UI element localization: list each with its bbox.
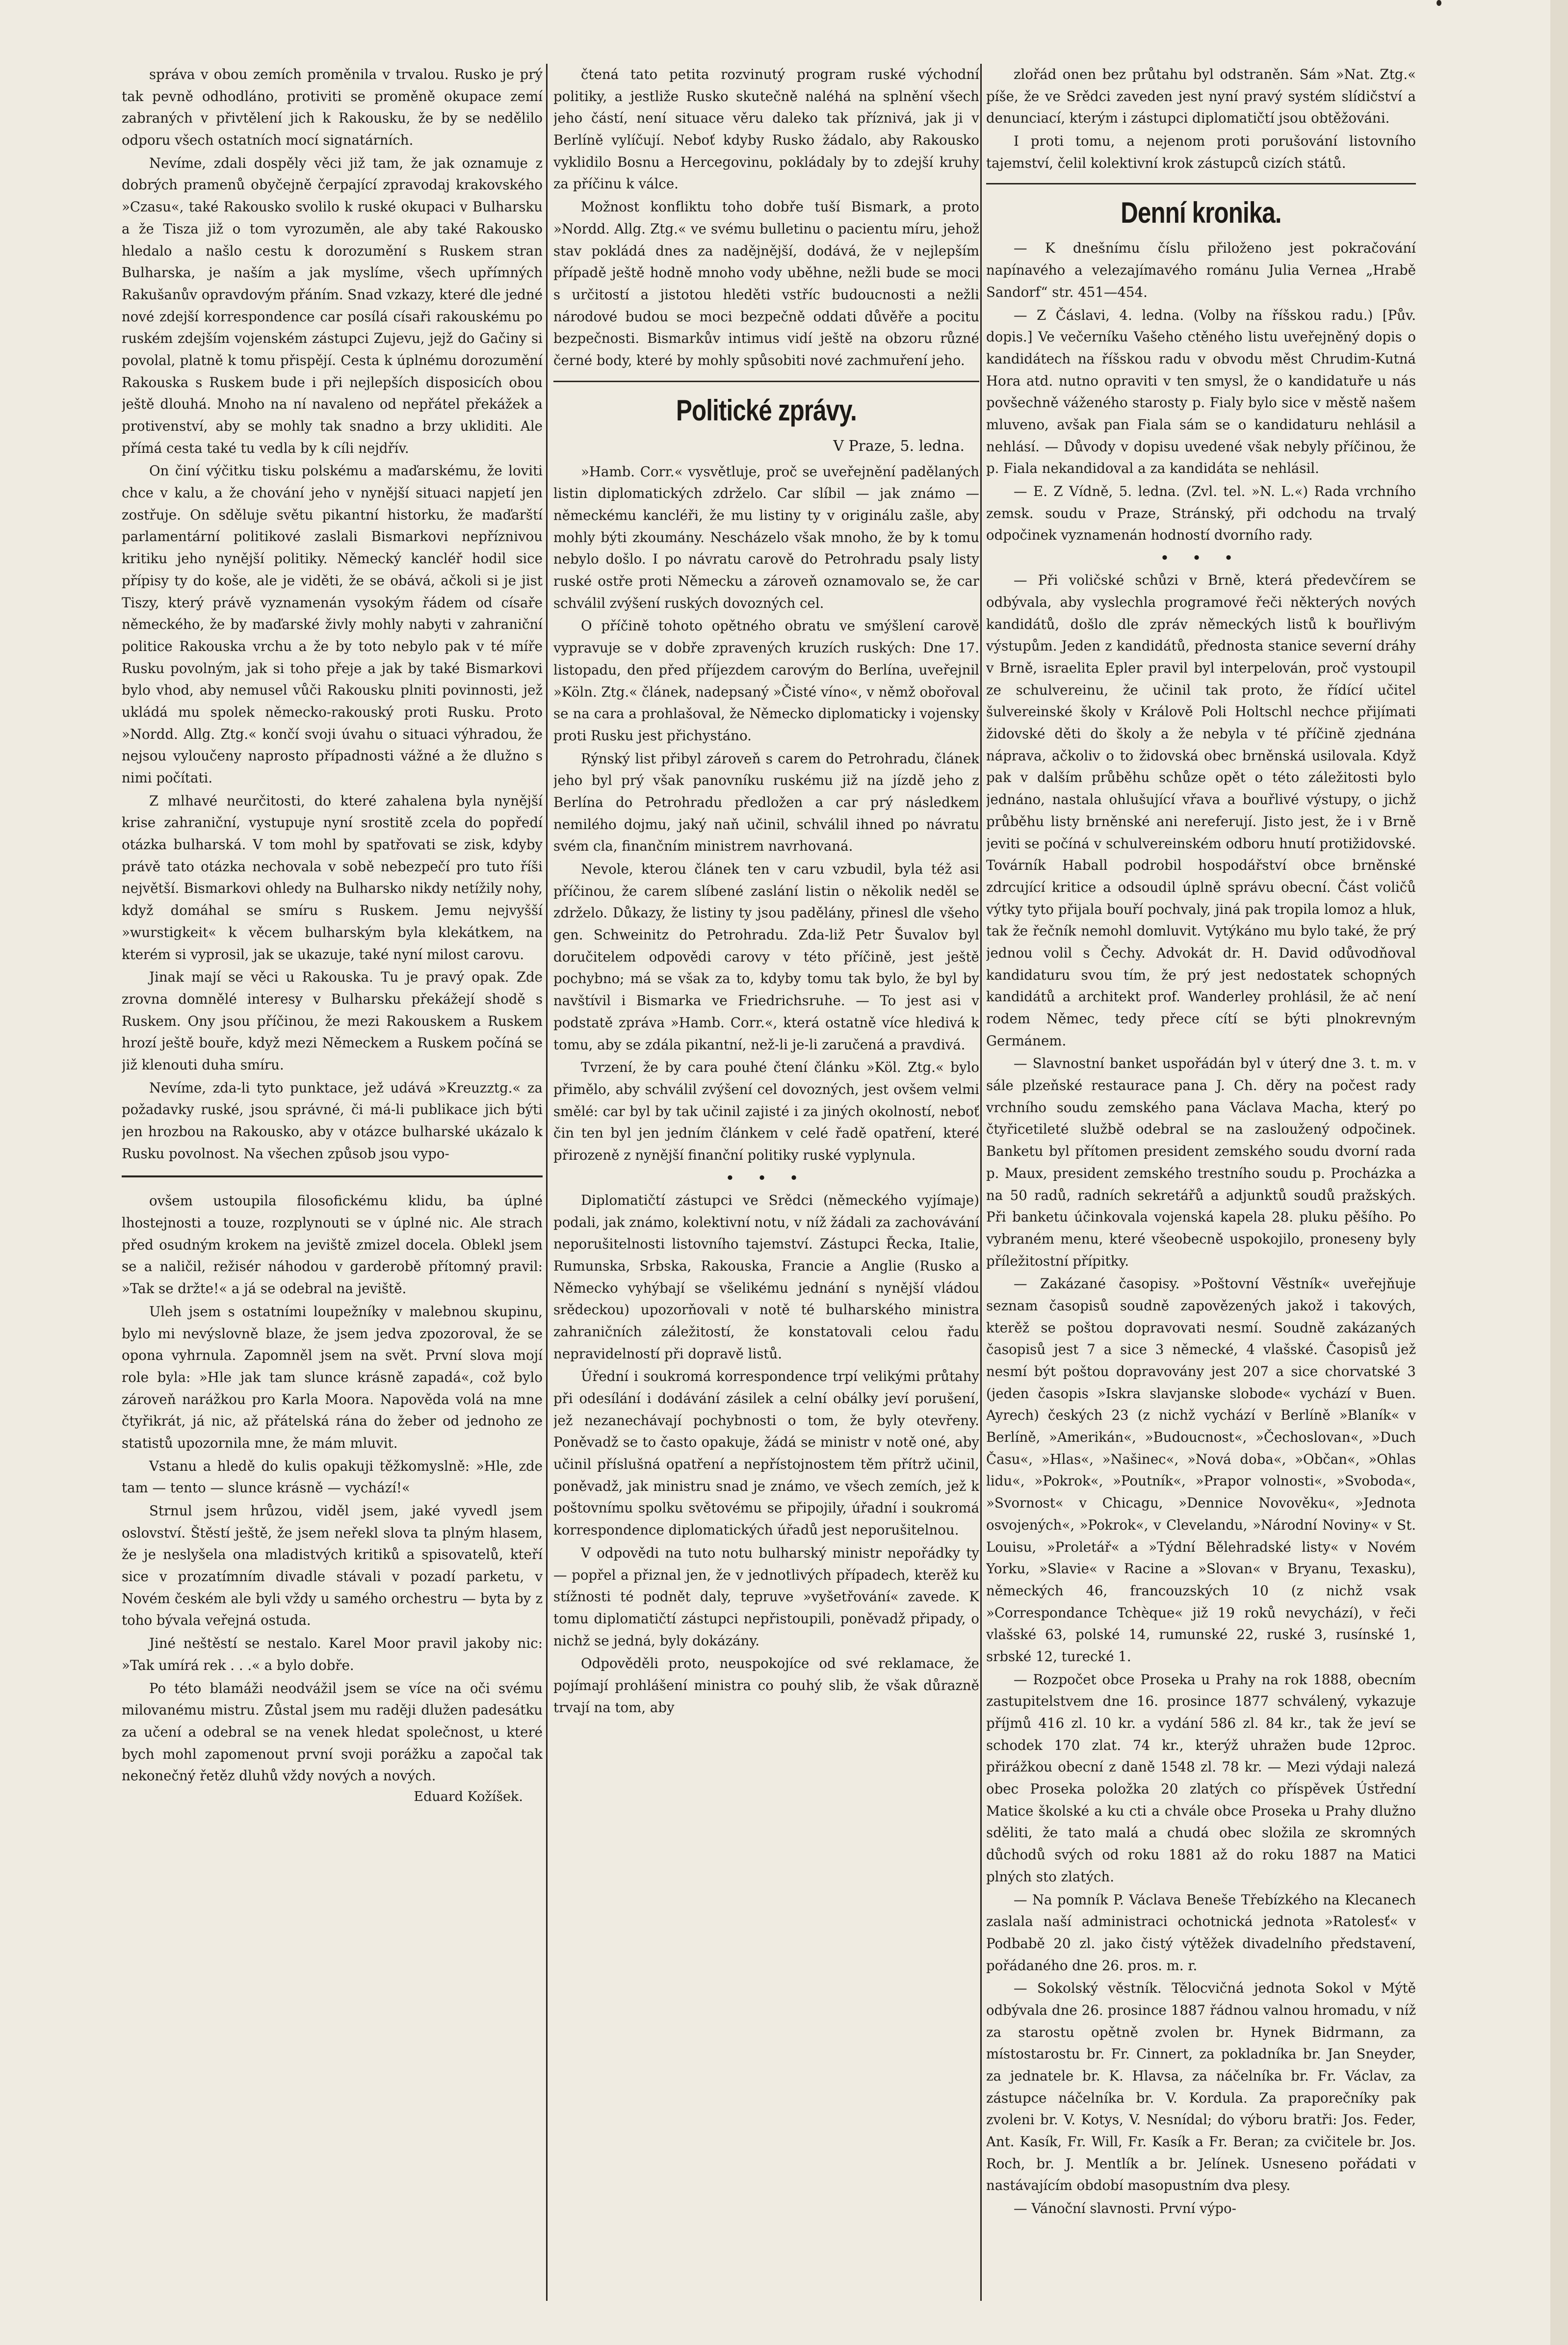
chronicle-item: — E. Z Vídně, 5. ledna. (Zvl. tel. »N. L.«) Rada vrchního zemsk. soudu v Praze, Stránský, při odchodu na trvalý odpočinek vyznamenán hodností dvorního rady.	[986, 483, 1416, 544]
feuilleton-paragraph: Uleh jsem s ostatními loupežníky v malebnou skupinu, bylo mi nevýslovně blaze, že jsem jedva zpozoroval, že se opona vyhrnula. Zapomněl jsem na svět. První slova mojí role byla: »Hle jak tam slunce krásně zapadá«, což bylo zároveň narážkou pro Karla Moora. Napověda volá na mne čtyřikrát, já nic, až přátelská rána do žeber od jednoho ze statistů upozornila mne, že mám mluvit.	[122, 1303, 543, 1451]
chronicle-item: — Rozpočet obce Proseka u Prahy na rok 1888, obecním zastupitelstvem dne 16. prosince 1877 schválený, vykazuje příjmů 416 zl. 10 kr. a vydání 586 zl. 84 kr., tak že jeví se schodek 170 zlat. 74 kr., kterýž uhražen bude 12proc. přirážkou obecní z daně 1548 zl. 78 kr. — Mezi výdaji nalezá obec Proseka položka 20 zlatých co příspěvek Ústřední Matice školské a ku cti a chvále obce Proseka u Prahy dlužno sděliti, že tato malá a chudá obec složila ze skromných důchodů svých od roku 1881 až do roku 1887 na Matici plných sto zlatých.	[986, 1671, 1416, 1885]
news-paragraph: I proti tomu, a nejenom proti porušování listovního tajemství, čelil kolektivní krok zástupců cizích států.	[986, 133, 1416, 171]
page-spine-shadow	[1550, 0, 1568, 2345]
section-heading: Politické zprávy.	[676, 393, 857, 427]
article-paragraph: Možnost konfliktu toho dobře tuší Bismark, a proto »Nordd. Allg. Ztg.« ve svému bulletinu o pacientu míru, jehož stav pokládá dnes za nadějnější, dodává, že v nejlepším případě ještě hodně mnoho vody uběhne, nežli bude se moci s určitostí a jistotou hleděti vstříc budoucnosti a nežli národové budou se moci bezpečně oddati důvěře a pocitu bezpečnosti. Bismarkův intimus vidí ještě na obzoru různé černé body, které by mohly spůsobiti nové zachmuření jeho.	[553, 199, 979, 368]
feuilleton-paragraph: Strnul jsem hrůzou, viděl jsem, jaké vyvedl jsem oslovství. Štěstí ještě, že jsem neřekl slova ta plným hlasem, že je neslyšela ona mladistvých kritiků a spisovatelů, kteří sice v prozatímním divadle stávali v pozadí parketu, v Novém českém ale byli vždy u samého orchestru — byta by z toho bývala veřejná ostuda.	[122, 1503, 543, 1629]
section-divider	[122, 1175, 543, 1177]
column-2	[553, 64, 979, 1719]
chronicle-item: — Sokolský věstník. Tělocvičná jednota Sokol v Mýtě odbývala dne 26. prosince 1887 řádnou valnou hromadu, v níž za starostu opětně zvolen br. Hynek Bidrmann, za místostarostu br. Fr. Cinnert, za pokladníka br. Jan Sneyder, za jednatele br. K. Hlavsa, za náčelníka br. Fr. Václav, za zástupce náčelníka br. V. Kordula. Za praporečníky pak zvoleni br. V. Kotys, V. Nesnídal; do výboru bratři: Jos. Feder, Ant. Kasík, Fr. Will, Fr. Kasík a Fr. Beran; za cvičitele br. Jos. Roch, br. J. Mentlík a br. Jelínek. Usneseno pořádati v nastávajícím období masopustním dva plesy.	[986, 1980, 1416, 2194]
chronicle-item: — Z Čáslavi, 4. ledna. (Volby na říšskou radu.) [Pův. dopis.] Ve večerníku Vašeho ctěného listu uveřejněný dopis o kandidátech na říšskou radu v obvodu měst Chrudim-Kutná Hora atd. nutno opraviti v ten smysl, že o kandidatuře u nás povšechně váženého starosty p. Fialy bylo sice v městě našem mluveno, avšak pan Fiala sám se o kandidaturu nehlásil a nehlásí. — Důvody v dopisu uvedené však nebyly příčinou, že p. Fiala nekandidoval a za kandidáta se nehlásil.	[986, 307, 1416, 477]
section-divider	[553, 381, 979, 382]
news-paragraph: Nevole, kterou článek ten v caru vzbudil, byla též asi příčinou, že carem slíbené zaslání listin o několik neděl se zdrželo. Důkazy, že listiny ty jsou padělány, přinesl dle všeho gen. Schweinitz do Petrohradu. Zda-liž Petr Šuvalov byl doručitelem odpovědi carovy v této příčině, jest ještě pochybno; má se však za to, kdyby tomu tak bylo, že byl by navštívil i Bismarka ve Friedrichsruhe. — To jest asi v podstatě zpráva »Hamb. Corr.«, která ostatně více hledivá k tomu, aby se zdála pikantní, než-li je-li zaručená a pravdivá.	[553, 861, 979, 1053]
print-mark	[1437, 0, 1441, 6]
chronicle-item: — Při voličské schůzi v Brně, která předevčírem se odbývala, aby vyslechla programové řeči některých nových kandidátů, došlo dle zpráv německých listů k bouřlivým výstupům. Jeden z kandidátů, přednosta stanice severní dráhy v Brně, israelita Epler pravil byl interpelován, proč vystoupil ze schulvereinu, že učinil tak proto, že řídící učitel šulvereinské školy v Králově Poli Holtschl nechce přijímati židovské děti do školy a že nebyla v té příčině zjednána náprava, ačkoliv o to židovská obec brněnská usilovala. Když pak v dalším průběhu schůze opět o této záležitosti bylo jednáno, nastala ohlušující vřava a bouřlivé výstupy, o jichž průběhu listy brněnské ani nereferují. Jisto jest, že i v Brně jeviti se počíná v schulvereinském odboru hnutí protižidovské. Továrník Haball podrobil hospodářství obce brněnské zdrcující kritice a odsoudil úplně správu obecní. Část voličů výtky tyto přijala bouří pochvaly, jiná pak tropila lomoz a hluk, tak že řečník nemohl domluvit. Vytýkáno mu bylo také, že prý jednou volil s Čechy. Advokát dr. H. David odůvodňoval kandidaturu svou tím, že prý jest nedostatek schopných kandidátů a architekt prof. Wanderley prohlásil, že ač není rodem Němec, tedy přece cítí se býti plnokrevným Germánem.	[986, 572, 1416, 1049]
feuilleton-paragraph: ovšem ustoupila filosofickému klidu, ba úplné lhostejnosti a touze, rozplynouti se v úplné nic. Ale strach před osudným krokem na jeviště zmizel docela. Oblekl jsem se a naličil, režisér náhodou v garderobě přítomný pravil: »Tak se držte!« a já se odebral na jeviště.	[122, 1193, 543, 1297]
chronicle-item: — Slavnostní banket uspořádán byl v úterý dne 3. t. m. v sále plzeňské restaurace pana J. Ch. děry na počest rady vrchního soudu zemského pana Václava Macha, který po čtyřicetileté službě odebral se na zasloužený odpočinek. Banketu byl přítomen president zemského soudu dvorní rada p. Maux, president zemského trestního soudu p. Procházka a na 50 radů, radních sekretářů a adjunktů soudů pražských. Při banketu účinkovala vojenská kapela 28. pluku pěšího. Po vybraném menu, které všeobecně uspokojilo, proneseny byly příležitostní přípitky.	[986, 1055, 1416, 1269]
news-paragraph: V odpovědi na tuto notu bulharský ministr nepořádky ty — popřel a přiznal jen, že v jednotlivých případech, kterěž ku stížnosti té podnět daly, tepruve »vyšetřování« zavede. K tomu diplomatičtí zástupci nepřistoupili, poněvadž připady, o nichž se jedná, byly dokázány.	[553, 1544, 979, 1649]
news-paragraph: Tvrzení, že by cara pouhé čtení článku »Köl. Ztg.« bylo přimělo, aby schválil zvýšení cel dovozných, jest ovšem velmi smělé: car byl by tak učinil zajisté i za jiných okolností, neboť čin ten byl jen jedním článkem v celé řadě opatření, které přirozeně z nynější finanční politiky ruské vyplynula.	[553, 1059, 979, 1163]
article-paragraph: správa v obou zemích proměnila v trvalou. Rusko je prý tak pevně odhodláno, protiviti se proměně okupace zemí zabraných v přivtělení jich k Rakousku, že by se nedělilo odporu všech ostatních mocí signatárních.	[122, 66, 543, 149]
news-paragraph: Úřední i soukromá korrespondence trpí velikými průtahy při odesílání i dodávání zásilek a celní obálky jeví porušení, jež nezanechávají pochybnosti o tom, že byly otevřeny. Poněvadž se to často opakuje, žádá se ministr v notě oné, aby učinil příslušná opatření a nepřístojnostem těm přítrž učinil, poněvadž, jak ministru snad je známo, ve všech zemích, jež k poštovnímu spolku světovému se připojily, úřadní i soukromá korrespondence diplomatických úřadů jest neporušitelnou.	[553, 1368, 979, 1538]
news-paragraph: Rýnský list přibyl zároveň s carem do Petrohradu, článek jeho byl prý však panovníku ruskému již na jízdě jeho z Berlína do Petrohradu předložen a car prý následkem nemilého dojmu, jaký naň učinil, schválil ihned po návratu svém cla, finančním ministrem navrhovaná.	[553, 750, 979, 855]
chronicle-item: — Vánoční slavnosti. První výpo-	[1014, 2200, 1236, 2217]
author-signature: Eduard Kožíšek.	[414, 1789, 523, 1804]
article-paragraph: Jinak mají se věci u Rakouska. Tu je pravý opak. Zde zrovna domnělé interesy v Bulharsku překážejí shodě s Ruskem. Ony jsou příčinou, že mezi Rakouskem a Ruskem hrozí ještě bouře, když mezi Německem a Ruskem počíná se již klenouti duha smíru.	[122, 969, 543, 1073]
dateline: V Praze, 5. ledna.	[833, 437, 965, 455]
article-paragraph: Nevíme, zdali dospěly věci již tam, že jak oznamuje z dobrých pramenů obyčejně čerpající zpravodaj krakovského »Czasu«, také Rakousko svolilo k ruské okupaci v Bulharsku a že Tisza již o tom vyrozuměn, ale aby také Rakousko hledalo a našlo cestu k dorozumění s Ruskem stran Bulharska, je naším a jak myslíme, všech upřímných Rakušanův opravdovým přáním. Snad vzkazy, které dle jedné nové zdejší korrespondence car posílá císaři rakouskému po ruském zdejším vojenském zástupci Zujevu, jejž do Gačiny si povolal, platně k tomu přispějí. Cesta k úplnému dorozumění Rakouska s Ruskem bude i při nejlepších disposicích obou ještě dlouhá. Mnoho na ní navaleno od nepřátel překážek a protivenství, aby se mohly tak snadno a brzy ukliditi. Ale přímá cesta také tu vedla by k cíli nejdřív.	[122, 155, 543, 456]
feuilleton-paragraph: Vstanu a hledě do kulis opakuji těžkomyslně: »Hle, zde tam — tento — slunce krásně — vychází!«	[122, 1458, 543, 1496]
chronicle-item: — Zakázané časopisy. »Poštovní Věstník« uveřejňuje seznam časopisů soudně zapovězených jakož i takových, kterěž se poštou dopravovati nesmí. Soudně zakázaných časopisů jest 7 a sice 3 německé, 4 vlašské. Časopisů jež nesmí být poštou dopravovány jest 207 a sice chorvatské 3 (jeden časopis »Iskra slavjanske slobode« vychází v Buen. Ayrech) českých 23 (z nichž vychází v Berlíně »Blaník« v Berlíně, »Amerikán«, »Budoucnost«, »Čechoslovan«, »Duch Času«, »Hlas«, »Našinec«, »Nová doba«, »Občan«, »Ohlas lidu«, »Pokrok«, »Poutník«, »Prapor volnosti«, »Svoboda«, »Svornost« v Chicagu, »Dennice Novověku«, »Jednota osvojených«, »Pokrok«, v Clevelandu, »Národní Noviny« v St. Louisu, »Proletář« a »Týdní Bělehradské listy« v Novém Yorku, »Slavie« v Racine a »Slovan« v Bryanu, Texasku), německých 46, francouzských 10 (z nichž vsak »Correspondance Tchèque« již 19 roků nevychází), v řeči vlašské 63, polské 14, rumunské 22, ruské 3, rusínské 1, srbské 12, turecké 1.	[986, 1276, 1416, 1665]
feuilleton-paragraph: Jiné neštěstí se nestalo. Karel Moor pravil jakoby nic: »Tak umírá rek . . .« a bylo dobře.	[122, 1635, 543, 1673]
news-paragraph: O příčině tohoto opětného obratu ve smýšlení carově vypravuje se v dobře zpravených kruzích ruských: Dne 17. listopadu, den před příjezdem carovým do Berlína, uveřejnil »Köln. Ztg.« článek, nadepsaný »Čisté víno«, v němž obořoval se na cara a prohlašoval, že Německo diplomaticky i vojensky proti Rusku jest přichystáno.	[553, 618, 979, 744]
section-heading: Denní kronika.	[1121, 196, 1281, 230]
column-rule-2	[980, 64, 982, 2301]
article-paragraph: Nevíme, zda-li tyto punktace, jež udává »Kreuzztg.« za požadavky ruské, jsou správné, či má-li publikace jich býti jen hrozbou na Rakousko, aby v otázce bulharské ukázalo k Rusku povolnost. Na všechen způsob jsou vypo-	[122, 1079, 543, 1162]
news-paragraph: zlořád onen bez průtahu byl odstraněn. Sám »Nat. Ztg.« píše, že ve Srědci zaveden jest nyní pravý systém slídičství a denunciací, kterým i zástupci diplomatičtí jsou obtěžováni.	[986, 66, 1416, 127]
dot-separator: • • •	[1160, 548, 1242, 568]
section-divider	[986, 183, 1416, 184]
news-paragraph: Odpověděli proto, neuspokojíce od své reklamace, že pojímají prohlášení ministra co pouhý slib, že však důrazně trvají na tom, aby	[553, 1655, 979, 1716]
chronicle-item: — Na pomník P. Václava Beneše Třebízkého na Klecanech zaslala naší administraci ochotnická jednota »Ratolesť« v Podbabě 20 zl. jako čistý výtěžek divadelního představení, pořádaného dne 26. pros. m. r.	[986, 1891, 1416, 1974]
feuilleton-paragraph: Po této blamáži neodvážil jsem se více na oči svému milovanému mistru. Zůstal jsem mu raději dlužen padesátku za učení a odebral se na venek hledat společnost, u které bych mohl zapomenout první svoji porážku a započal tak nekonečný řetěz dluhů vždy nových a nových.	[122, 1680, 543, 1784]
column-1	[122, 64, 543, 1807]
article-paragraph: On činí výčitku tisku polskému a maďarskému, že loviti chce v kalu, a že chování jeho v nynější situaci napjetí jen zostřuje. On sděluje světu pikantní historku, že maďarští parlamentární politikové zaslali Bismarkovi nepříznivou kritiku jeho nynější politiky. Německý kancléř hodil sice přípisy ty do koše, ale je viděti, že se obává, ačkoli si je jist Tiszy, který právě vyznamenán vysokým řádem od císaře německého, že by maďarské živly mohly nabyti v zahraniční politice Rakouska vrchu a že by toto nebylo pak v té míře Rusku povolným, jak si toho přeje a jak by také Bismarkovi bylo vhod, aby nemusel vůči Rakousku plniti povinnosti, jež ukládá mu spolek německo-rakouský proti Rusku. Proto »Nordd. Allg. Ztg.« končí svoji úvahu o situaci výhradou, že nejsou vyloučeny naprosto případnosti vážné a že dlužno s nimi počítati.	[122, 463, 543, 786]
column-rule-1	[546, 64, 548, 2301]
news-paragraph: Diplomatičtí zástupci ve Srědci (německého vyjímaje) podali, jak známo, kolektivní notu, v níž žádali za zachovávání neporušitelnosti listovního tajemství. Zástupci Řecka, Italie, Rumunska, Srbska, Rakouska, Francie a Anglie (Rusko a Německo vyhýbají se všelikému jednání s nynější vládou srědeckou) upozorňovali v notě té bulharského ministra zahraničních záležitostí, že konstatovali celou řadu nepravidelností při dopravě listů.	[553, 1192, 979, 1362]
article-paragraph: Z mlhavé neurčitosti, do které zahalena byla nynější krise zahraniční, vystupuje nyní srostitě zcela do popředí otázka bulharská. V tom mohl by spatřovati se zisk, kdyby právě tato otázka nechovala v sobě nebezpečí pro tuto říši největší. Bismarkovi ohledy na Bulharsko nikdy netížily nohy, když domáhal se smíru s Ruskem. Jemu nejvyšší »wurstigkeit« k věcem bulharským byla klekátkem, na kterém si vyprosil, jak se ukazuje, také nyní milost carovu.	[122, 792, 543, 963]
dot-separator: • • •	[725, 1168, 808, 1187]
article-paragraph: čtená tato petita rozvinutý program ruské východní politiky, a jestliže Rusko skutečně naléhá na splnění všech jeho částí, není situace věru daleko tak příznivá, jak ji v Berlíně vylíčují. Neboť kdyby Rusko žádalo, aby Rakousko vyklidilo Bosnu a Hercegovinu, pokládaly by to zdejší kruhy za příčinu k válce.	[553, 66, 979, 192]
chronicle-item: — K dnešnímu číslu přiloženo jest pokračování napínavého a velezajímavého románu Julia Vernea „Hrabě Sandorf“ str. 451—454.	[986, 240, 1416, 300]
column-3	[986, 64, 1416, 2220]
news-paragraph: »Hamb. Corr.« vysvětluje, proč se uveřejnění padělaných listin diplomatických zdrželo. Car slíbil — jak známo — německému kancléři, že mu listiny ty v originálu zašle, aby mohly býti zkoumány. Nescházelo však mnoho, že by k tomu nebylo došlo. I po návratu carově do Petrohradu psaly listy ruské ostře proti Německu a zároveň oznamovalo se, že car schválil zvýšení ruských dovozných cel.	[553, 463, 979, 611]
